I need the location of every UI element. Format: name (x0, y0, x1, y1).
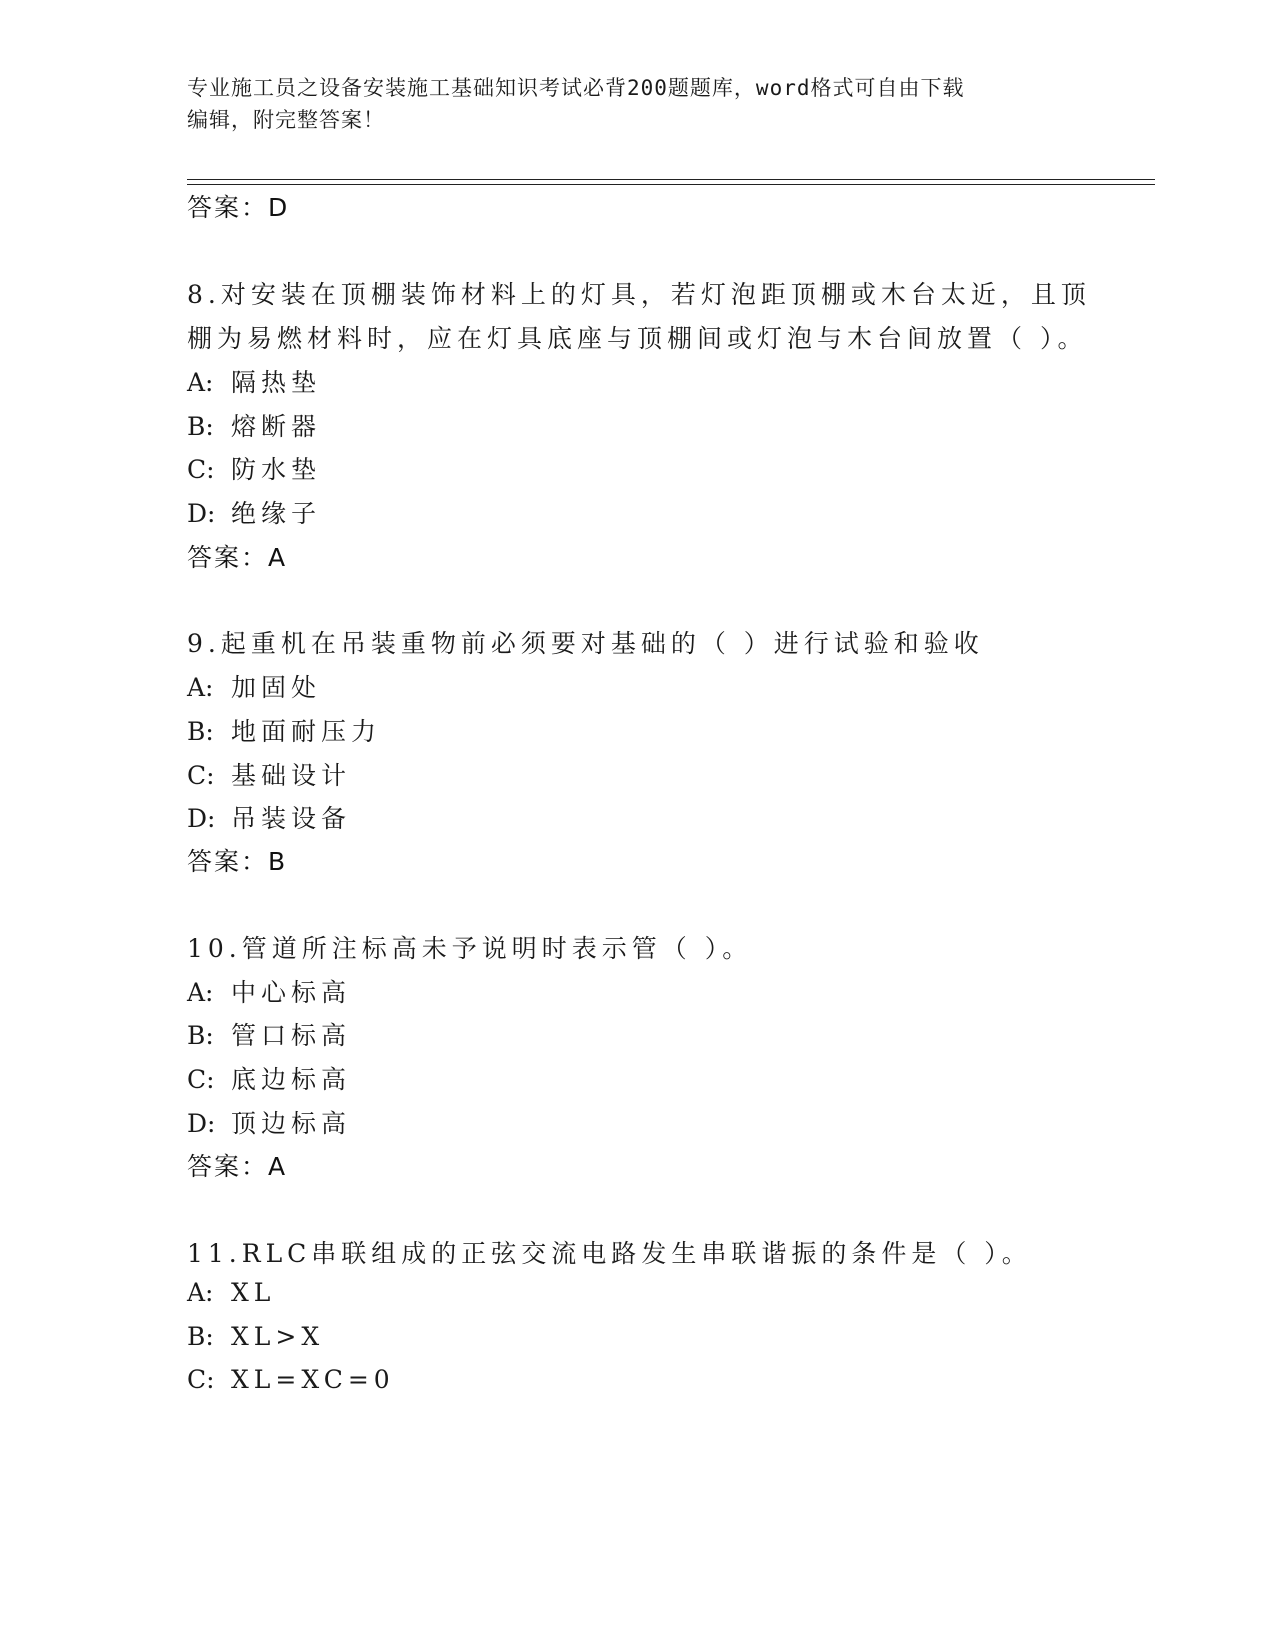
option-text: 绝缘子 (231, 499, 322, 528)
question-8-line-1: 8.对安装在顶棚装饰材料上的灯具，若灯泡距顶棚或木台太近，且顶 (187, 280, 1091, 309)
option-text: XL=XC=0 (231, 1365, 395, 1394)
question-8-option-a (187, 363, 321, 399)
option-key: C: (187, 1365, 215, 1394)
answer-q8: 答案：A (187, 543, 288, 572)
question-9-line-1: 9.起重机在吊装重物前必须要对基础的（ ）进行试验和验收 (187, 629, 984, 658)
question-11-option-a (187, 1278, 275, 1307)
header-title-line-1: 专业施工员之设备安装施工基础知识考试必背200题题库，word格式可自由下载 (187, 76, 965, 100)
document-header (187, 72, 1087, 136)
option-key: B: (187, 1322, 214, 1351)
answer-q9: 答案：B (187, 847, 288, 876)
question-11-line-1: 11.RLC串联组成的正弦交流电路发生串联谐振的条件是（ ）。 (187, 1239, 1032, 1268)
question-9-option-c (187, 756, 351, 792)
question-11-option-b (187, 1322, 324, 1351)
answer-q7: 答案：D (187, 193, 290, 222)
question-8-option-b (187, 407, 321, 443)
question-10-option-c (187, 1060, 351, 1096)
option-key: D: (187, 1109, 216, 1138)
option-text: 管口标高 (231, 1021, 352, 1050)
option-key: B: (187, 412, 214, 441)
option-key: B: (187, 1021, 214, 1050)
option-key: C: (187, 455, 215, 484)
header-divider-bottom (187, 184, 1155, 185)
option-text: 基础设计 (231, 761, 352, 790)
option-key: C: (187, 1065, 215, 1094)
option-text: XL (231, 1278, 276, 1307)
question-9-option-a (187, 668, 321, 704)
option-key: A: (187, 673, 214, 702)
question-8-line-2: 棚为易燃材料时，应在灯具底座与顶棚间或灯泡与木台间放置（ ）。 (187, 324, 1088, 353)
question-11-option-c (187, 1365, 395, 1394)
option-text: 加固处 (231, 673, 322, 702)
option-text: 顶边标高 (231, 1109, 352, 1138)
option-text: 中心标高 (231, 978, 352, 1007)
header-title-line-2: 编辑，附完整答案！ (187, 108, 385, 132)
option-key: C: (187, 761, 215, 790)
option-key: A: (187, 368, 214, 397)
option-text: 熔断器 (231, 412, 322, 441)
option-text: XL>X (231, 1322, 325, 1351)
answer-q10: 答案：A (187, 1152, 288, 1181)
question-8-option-d (187, 494, 321, 530)
option-text: 防水垫 (231, 455, 322, 484)
option-key: B: (187, 717, 214, 746)
question-10-option-a (187, 973, 351, 1009)
question-8-option-c (187, 450, 321, 486)
question-9-option-d (187, 799, 351, 835)
option-key: A: (187, 978, 214, 1007)
option-key: A: (187, 1278, 214, 1307)
option-text: 隔热垫 (231, 368, 322, 397)
option-text: 吊装设备 (231, 804, 352, 833)
question-10-line-1: 10.管道所注标高未予说明时表示管（ ）。 (187, 934, 753, 963)
question-10-option-b (187, 1016, 351, 1052)
option-text: 地面耐压力 (231, 717, 382, 746)
question-10-option-d (187, 1104, 351, 1140)
header-divider-top (187, 179, 1155, 180)
option-text: 底边标高 (231, 1065, 352, 1094)
option-key: D: (187, 499, 216, 528)
question-9-option-b (187, 712, 381, 748)
option-key: D: (187, 804, 216, 833)
